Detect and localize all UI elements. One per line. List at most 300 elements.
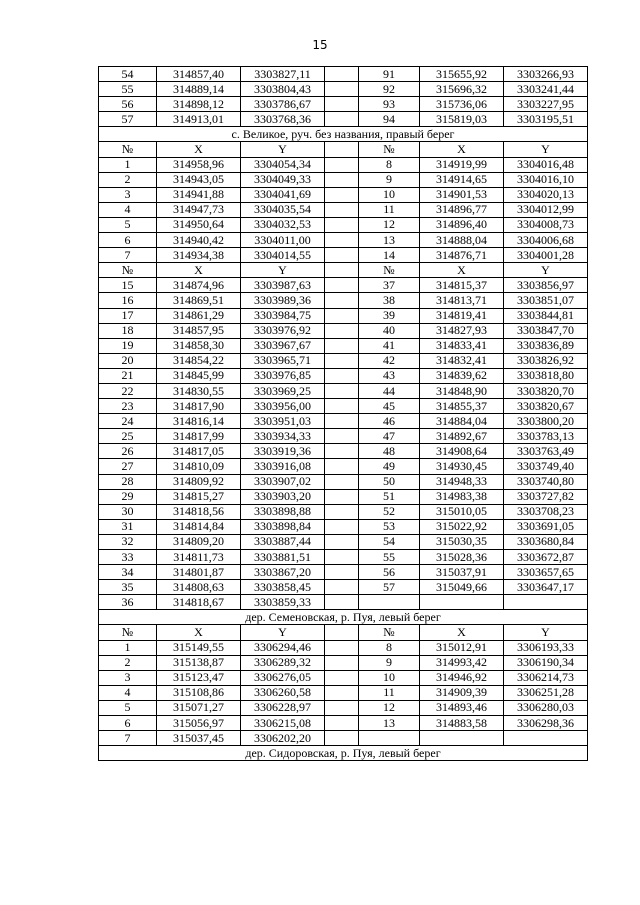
coord-x: 314815,27	[157, 489, 241, 504]
coord-y: 3303727,82	[504, 489, 588, 504]
table-row	[99, 248, 588, 263]
table-spacer-cell	[325, 489, 359, 504]
table-row	[99, 172, 588, 187]
coord-y: 3306193,33	[504, 640, 588, 655]
table-row	[99, 716, 588, 731]
coord-y: 3306251,28	[504, 685, 588, 700]
coord-y: 3303763,49	[504, 444, 588, 459]
column-header-y: Y	[504, 625, 588, 640]
coord-x: 315108,86	[157, 685, 241, 700]
table-row	[99, 278, 588, 293]
coord-y: 3303847,70	[504, 323, 588, 338]
coord-x: 314813,71	[420, 293, 504, 308]
point-number: 24	[99, 414, 157, 429]
coord-y: 3303987,63	[241, 278, 325, 293]
coord-y: 3303657,65	[504, 565, 588, 580]
table-spacer-cell	[325, 308, 359, 323]
column-header-y: Y	[504, 263, 588, 278]
point-number: 22	[99, 383, 157, 398]
coord-y: 3303691,05	[504, 519, 588, 534]
coord-y: 3303820,67	[504, 399, 588, 414]
coord-y: 3303266,93	[504, 67, 588, 82]
coord-y: 3306280,03	[504, 700, 588, 715]
table-spacer-cell	[325, 217, 359, 232]
point-number: 21	[99, 368, 157, 383]
table-spacer-cell	[325, 670, 359, 685]
coord-y: 3303851,07	[504, 293, 588, 308]
coord-y: 3304011,00	[241, 233, 325, 248]
coord-y: 3304041,69	[241, 187, 325, 202]
point-number	[359, 595, 420, 610]
coordinates-table	[98, 66, 588, 761]
coord-x: 314909,39	[420, 685, 504, 700]
point-number: 3	[99, 187, 157, 202]
table-row	[99, 353, 588, 368]
coord-x: 314816,14	[157, 414, 241, 429]
table-row	[99, 399, 588, 414]
coord-x: 314869,51	[157, 293, 241, 308]
coord-y: 3303856,97	[504, 278, 588, 293]
table-spacer-cell	[325, 700, 359, 715]
coord-y: 3306202,20	[241, 731, 325, 746]
coord-x: 314896,40	[420, 217, 504, 232]
point-number: 30	[99, 504, 157, 519]
coord-x: 314817,05	[157, 444, 241, 459]
coord-y	[504, 731, 588, 746]
table-spacer-cell	[325, 474, 359, 489]
table-spacer-cell	[325, 353, 359, 368]
table-spacer-cell	[325, 550, 359, 565]
coord-x: 314893,46	[420, 700, 504, 715]
point-number: 16	[99, 293, 157, 308]
coord-x: 314913,01	[157, 112, 241, 127]
table-row	[99, 233, 588, 248]
coord-x: 314817,99	[157, 429, 241, 444]
column-header-y: Y	[241, 142, 325, 157]
coord-x: 315028,36	[420, 550, 504, 565]
table-spacer-cell	[325, 716, 359, 731]
coord-y: 3303969,25	[241, 383, 325, 398]
point-number: 50	[359, 474, 420, 489]
coord-y: 3303976,92	[241, 323, 325, 338]
coord-y: 3306289,32	[241, 655, 325, 670]
coord-x: 314811,73	[157, 550, 241, 565]
table-row	[99, 97, 588, 112]
table-row	[99, 187, 588, 202]
table-spacer-cell	[325, 157, 359, 172]
point-number: 13	[359, 716, 420, 731]
point-number: 5	[99, 700, 157, 715]
coord-x: 314919,99	[420, 157, 504, 172]
table-row	[99, 504, 588, 519]
coord-y: 3304020,13	[504, 187, 588, 202]
table-row	[99, 383, 588, 398]
point-number: 36	[99, 595, 157, 610]
table-spacer-cell	[325, 112, 359, 127]
coord-y: 3303826,92	[504, 353, 588, 368]
point-number: 94	[359, 112, 420, 127]
table-spacer-cell	[325, 565, 359, 580]
point-number: 52	[359, 504, 420, 519]
coord-y: 3304054,34	[241, 157, 325, 172]
point-number: 1	[99, 157, 157, 172]
table-row	[99, 429, 588, 444]
coord-x: 314889,14	[157, 82, 241, 97]
coord-x: 315655,92	[420, 67, 504, 82]
coord-x: 314848,90	[420, 383, 504, 398]
table-spacer-cell	[325, 293, 359, 308]
section-row	[99, 610, 588, 625]
coord-x: 314801,87	[157, 565, 241, 580]
table-row	[99, 444, 588, 459]
coord-y: 3303934,33	[241, 429, 325, 444]
coord-y: 3304006,68	[504, 233, 588, 248]
table-spacer-cell	[325, 202, 359, 217]
coord-x: 314888,04	[420, 233, 504, 248]
point-number: 20	[99, 353, 157, 368]
coord-x: 314876,71	[420, 248, 504, 263]
table-spacer-cell	[325, 187, 359, 202]
coord-x: 314861,29	[157, 308, 241, 323]
point-number: 6	[99, 233, 157, 248]
coord-y: 3306294,46	[241, 640, 325, 655]
coord-x: 315736,06	[420, 97, 504, 112]
coord-y: 3303844,81	[504, 308, 588, 323]
coord-y: 3303804,43	[241, 82, 325, 97]
table-row	[99, 308, 588, 323]
table-spacer-cell	[325, 444, 359, 459]
coord-y: 3303967,67	[241, 338, 325, 353]
coord-x	[420, 595, 504, 610]
coord-x: 314896,77	[420, 202, 504, 217]
point-number: 8	[359, 640, 420, 655]
table-row	[99, 640, 588, 655]
coord-x: 314892,67	[420, 429, 504, 444]
coord-y: 3306215,08	[241, 716, 325, 731]
point-number: 9	[359, 655, 420, 670]
coord-y: 3303740,80	[504, 474, 588, 489]
coord-y: 3303647,17	[504, 580, 588, 595]
table-row	[99, 580, 588, 595]
coord-x: 314948,33	[420, 474, 504, 489]
coord-x: 314839,62	[420, 368, 504, 383]
point-number: 47	[359, 429, 420, 444]
coord-x: 314809,20	[157, 534, 241, 549]
table-row	[99, 368, 588, 383]
coord-y: 3303919,36	[241, 444, 325, 459]
header-row	[99, 142, 588, 157]
table-row	[99, 519, 588, 534]
coord-y: 3303227,95	[504, 97, 588, 112]
column-header-y: Y	[241, 625, 325, 640]
coord-x: 314950,64	[157, 217, 241, 232]
point-number: 19	[99, 338, 157, 353]
coord-y: 3304016,48	[504, 157, 588, 172]
table-row	[99, 82, 588, 97]
point-number: 7	[99, 248, 157, 263]
coord-x: 314901,53	[420, 187, 504, 202]
coord-y: 3303786,67	[241, 97, 325, 112]
coord-y: 3303989,36	[241, 293, 325, 308]
coord-y: 3304008,73	[504, 217, 588, 232]
table-row	[99, 323, 588, 338]
coord-y: 3306276,05	[241, 670, 325, 685]
coord-y: 3303783,13	[504, 429, 588, 444]
coord-x: 314993,42	[420, 655, 504, 670]
point-number: 2	[99, 655, 157, 670]
coord-y: 3303241,44	[504, 82, 588, 97]
table-row	[99, 565, 588, 580]
coord-y: 3303859,33	[241, 595, 325, 610]
point-number: 28	[99, 474, 157, 489]
point-number: 91	[359, 67, 420, 82]
point-number: 56	[99, 97, 157, 112]
section-row	[99, 127, 588, 142]
coord-y: 3303898,84	[241, 519, 325, 534]
point-number: 55	[359, 550, 420, 565]
header-row	[99, 625, 588, 640]
coord-x: 314815,37	[420, 278, 504, 293]
table-spacer-cell	[325, 323, 359, 338]
table-spacer-cell	[325, 399, 359, 414]
table-row	[99, 67, 588, 82]
table-spacer-cell	[325, 504, 359, 519]
coord-y: 3303820,70	[504, 383, 588, 398]
point-number: 14	[359, 248, 420, 263]
point-number: 55	[99, 82, 157, 97]
coord-y	[504, 595, 588, 610]
point-number: 40	[359, 323, 420, 338]
point-number: 49	[359, 459, 420, 474]
section-title: дер. Семеновская, р. Пуя, левый берег	[99, 610, 588, 625]
section-title: дер. Сидоровская, р. Пуя, левый берег	[99, 746, 588, 761]
table-spacer-cell	[325, 685, 359, 700]
coord-y: 3303951,03	[241, 414, 325, 429]
point-number: 38	[359, 293, 420, 308]
point-number: 93	[359, 97, 420, 112]
coord-x: 315022,92	[420, 519, 504, 534]
table-row	[99, 595, 588, 610]
point-number: 15	[99, 278, 157, 293]
coord-y: 3303965,71	[241, 353, 325, 368]
coord-x: 314857,40	[157, 67, 241, 82]
table-spacer-cell	[325, 97, 359, 112]
coord-y: 3303916,08	[241, 459, 325, 474]
column-header-number: №	[99, 625, 157, 640]
point-number: 29	[99, 489, 157, 504]
table-spacer-cell	[325, 383, 359, 398]
coord-x: 314833,41	[420, 338, 504, 353]
point-number: 11	[359, 202, 420, 217]
point-number: 48	[359, 444, 420, 459]
point-number: 33	[99, 550, 157, 565]
coord-x: 314946,92	[420, 670, 504, 685]
point-number: 46	[359, 414, 420, 429]
coord-y: 3303867,20	[241, 565, 325, 580]
table-spacer-cell	[325, 172, 359, 187]
point-number: 34	[99, 565, 157, 580]
point-number: 35	[99, 580, 157, 595]
point-number: 41	[359, 338, 420, 353]
point-number: 4	[99, 685, 157, 700]
point-number: 54	[99, 67, 157, 82]
coord-x: 315037,91	[420, 565, 504, 580]
point-number: 10	[359, 187, 420, 202]
table-spacer-cell	[325, 263, 359, 278]
coord-y: 3304012,99	[504, 202, 588, 217]
point-number: 23	[99, 399, 157, 414]
point-number: 32	[99, 534, 157, 549]
table-spacer-cell	[325, 459, 359, 474]
coord-x: 314930,45	[420, 459, 504, 474]
point-number: 11	[359, 685, 420, 700]
point-number: 51	[359, 489, 420, 504]
table-row	[99, 685, 588, 700]
coord-x: 315696,32	[420, 82, 504, 97]
coord-x: 314854,22	[157, 353, 241, 368]
table-spacer-cell	[325, 142, 359, 157]
coord-x: 314832,41	[420, 353, 504, 368]
table-row	[99, 202, 588, 217]
coord-x: 314958,96	[157, 157, 241, 172]
coord-y: 3303800,20	[504, 414, 588, 429]
point-number: 12	[359, 217, 420, 232]
table-row	[99, 550, 588, 565]
coord-y: 3303898,88	[241, 504, 325, 519]
point-number: 3	[99, 670, 157, 685]
point-number: 54	[359, 534, 420, 549]
column-header-number: №	[99, 263, 157, 278]
coord-y: 3306190,34	[504, 655, 588, 670]
coord-x: 314941,88	[157, 187, 241, 202]
point-number: 42	[359, 353, 420, 368]
coord-y: 3303858,45	[241, 580, 325, 595]
coord-y: 3304016,10	[504, 172, 588, 187]
coord-x	[420, 731, 504, 746]
coord-x: 315123,47	[157, 670, 241, 685]
coord-y: 3303749,40	[504, 459, 588, 474]
coord-y: 3303827,11	[241, 67, 325, 82]
header-row	[99, 263, 588, 278]
table-spacer-cell	[325, 67, 359, 82]
coord-x: 314810,09	[157, 459, 241, 474]
coord-y: 3303708,23	[504, 504, 588, 519]
coord-y: 3303836,89	[504, 338, 588, 353]
coord-x: 315030,35	[420, 534, 504, 549]
coord-x: 314943,05	[157, 172, 241, 187]
point-number: 26	[99, 444, 157, 459]
table-row	[99, 700, 588, 715]
table-spacer-cell	[325, 338, 359, 353]
table-row	[99, 414, 588, 429]
table-spacer-cell	[325, 248, 359, 263]
coord-x: 314940,42	[157, 233, 241, 248]
page-number: 15	[312, 38, 328, 52]
table-spacer-cell	[325, 595, 359, 610]
coord-x: 314814,84	[157, 519, 241, 534]
table-row	[99, 474, 588, 489]
table-spacer-cell	[325, 655, 359, 670]
point-number: 1	[99, 640, 157, 655]
coord-x: 314827,93	[420, 323, 504, 338]
coord-x: 314884,04	[420, 414, 504, 429]
point-number: 2	[99, 172, 157, 187]
coord-y: 3303818,80	[504, 368, 588, 383]
coord-y: 3303881,51	[241, 550, 325, 565]
coord-x: 315071,27	[157, 700, 241, 715]
point-number: 44	[359, 383, 420, 398]
coord-x: 314914,65	[420, 172, 504, 187]
point-number: 57	[359, 580, 420, 595]
coord-y: 3303984,75	[241, 308, 325, 323]
point-number: 37	[359, 278, 420, 293]
coord-y: 3303956,00	[241, 399, 325, 414]
coord-x: 315012,91	[420, 640, 504, 655]
column-header-number: №	[99, 142, 157, 157]
table-spacer-cell	[325, 519, 359, 534]
coord-y: 3303680,84	[504, 534, 588, 549]
table-row	[99, 670, 588, 685]
coord-x: 314857,95	[157, 323, 241, 338]
column-header-number: №	[359, 263, 420, 278]
coord-x: 314858,30	[157, 338, 241, 353]
point-number: 31	[99, 519, 157, 534]
point-number: 7	[99, 731, 157, 746]
table-row	[99, 112, 588, 127]
coord-x: 314983,38	[420, 489, 504, 504]
coord-x: 314809,92	[157, 474, 241, 489]
table-row	[99, 534, 588, 549]
coord-x: 314855,37	[420, 399, 504, 414]
point-number: 43	[359, 368, 420, 383]
table-spacer-cell	[325, 368, 359, 383]
column-header-x: X	[420, 625, 504, 640]
coord-y: 3303887,44	[241, 534, 325, 549]
column-header-number: №	[359, 142, 420, 157]
coord-x: 314845,99	[157, 368, 241, 383]
point-number: 6	[99, 716, 157, 731]
table-row	[99, 655, 588, 670]
coord-y: 3304049,33	[241, 172, 325, 187]
point-number: 13	[359, 233, 420, 248]
coord-y: 3306298,36	[504, 716, 588, 731]
point-number: 56	[359, 565, 420, 580]
coord-x: 314817,90	[157, 399, 241, 414]
table-row	[99, 217, 588, 232]
table-spacer-cell	[325, 278, 359, 293]
point-number: 5	[99, 217, 157, 232]
coord-y: 3303768,36	[241, 112, 325, 127]
coord-x: 314819,41	[420, 308, 504, 323]
coord-y: 3304001,28	[504, 248, 588, 263]
coord-y: 3303195,51	[504, 112, 588, 127]
column-header-x: X	[157, 142, 241, 157]
table-spacer-cell	[325, 625, 359, 640]
coord-y: 3303907,02	[241, 474, 325, 489]
coord-x: 315138,87	[157, 655, 241, 670]
coord-x: 315819,03	[420, 112, 504, 127]
table-row	[99, 293, 588, 308]
coord-y: 3306260,58	[241, 685, 325, 700]
point-number: 10	[359, 670, 420, 685]
table-row	[99, 157, 588, 172]
coord-x: 315049,66	[420, 580, 504, 595]
table-row	[99, 338, 588, 353]
table-spacer-cell	[325, 82, 359, 97]
point-number: 39	[359, 308, 420, 323]
point-number: 45	[359, 399, 420, 414]
coord-y: 3304032,53	[241, 217, 325, 232]
